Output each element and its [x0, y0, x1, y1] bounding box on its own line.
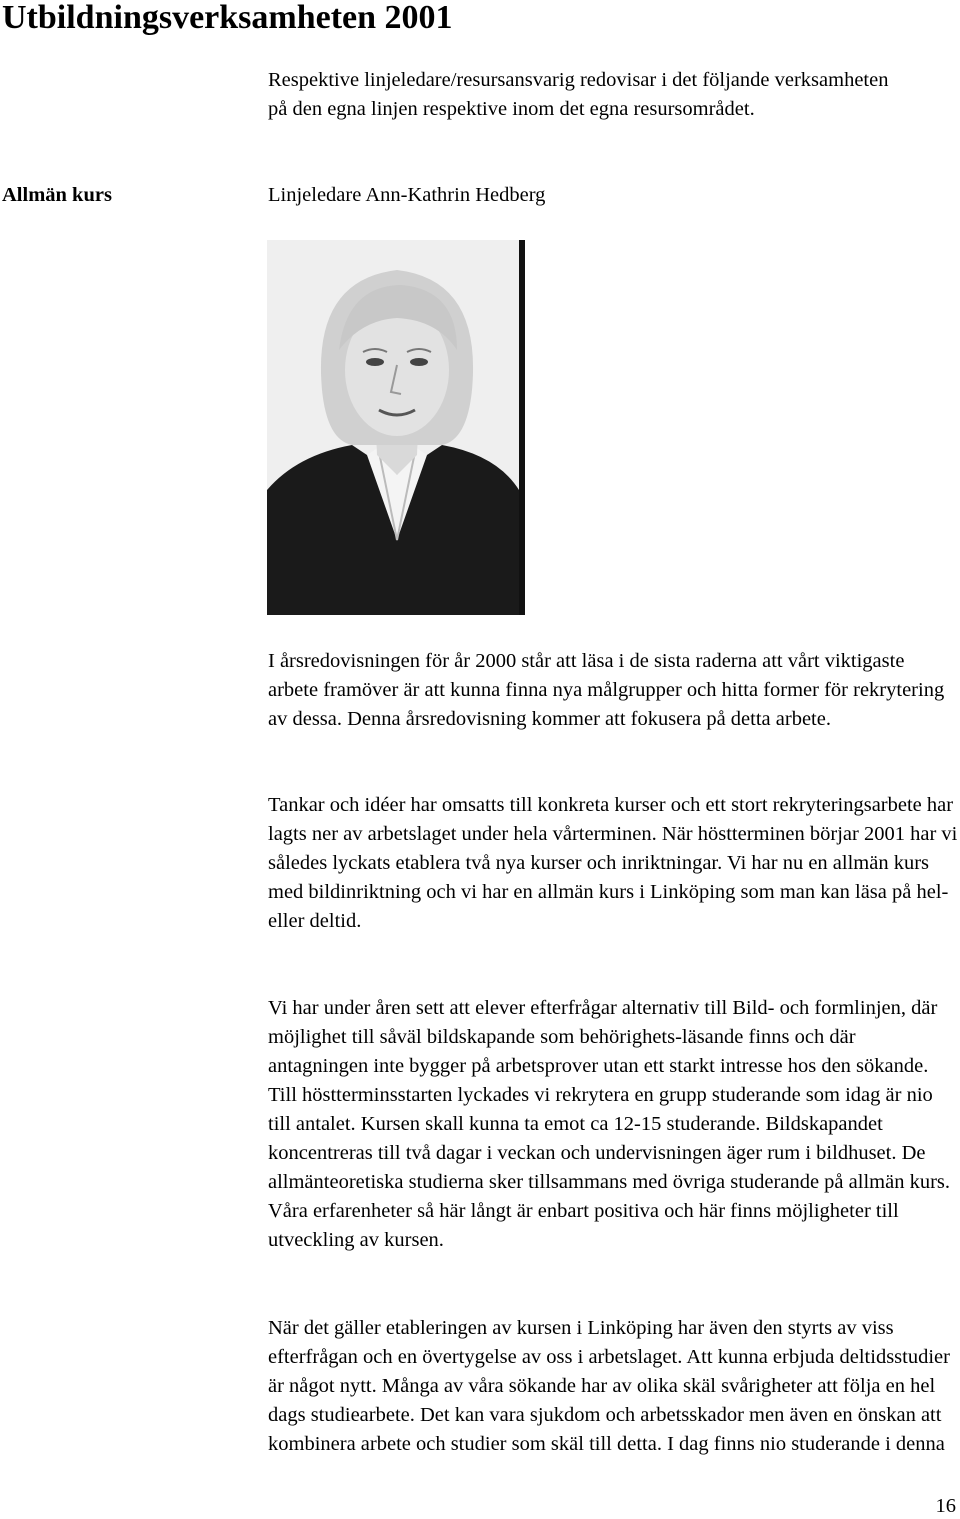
portrait-icon: [267, 240, 525, 615]
page-title: Utbildningsverksamheten 2001: [2, 0, 453, 36]
section-heading: Linjeledare Ann-Kathrin Hedberg: [268, 184, 546, 206]
section-label: Allmän kurs: [2, 184, 112, 206]
page-number: 16: [935, 1495, 956, 1517]
paragraph-2: Tankar och idéer har omsatts till konkreta kurser och ett stort rekryteringsarbete har lagts ner av arbetslaget under hela vårterminen. När höstterminen börjar 2001 har vi således lyckats etablera två nya kurser och inriktningar. Vi har nu en allmän kurs med bildinriktning och vi har en allmän kurs i Linköping som man kan läsa på hel- eller deltid.: [268, 794, 958, 932]
intro-text: Respektive linjeledare/resursansvarig redovisar i det följande verksamheten på den egna linjen respektive inom det egna resursområdet.: [268, 69, 889, 120]
portrait-photo: [267, 240, 525, 615]
paragraph-1: I årsredovisningen för år 2000 står att läsa i de sista raderna att vårt viktigaste arbete framöver är att kunna finna nya målgrupper och hitta former för rekrytering av dessa. Denna årsredovisning kommer att fokusera på detta arbete.: [268, 650, 945, 730]
paragraph-4: När det gäller etableringen av kursen i Linköping har även den styrts av viss efterfrågan och en övertygelse av oss i arbetslaget. Att kunna erbjuda deltidsstudier är något nytt. Många av våra sökande har av olika skäl svårigheter att följa en hel dags studiearbete. Det kan vara sjukdom och arbetsskador men även en önskan att kombinera arbete och studier som skäl till detta. I dag finns nio studerande i denna: [268, 1317, 950, 1455]
paragraph-3: Vi har under åren sett att elever efterfrågar alternativ till Bild- och formlinjen, där möjlighet till såväl bildskapande som behörighets-läsande finns och där antagningen inte bygger på arbetsprover utan ett starkt intresse hos den sökande. Till höstterminsstarten lyckades vi rekrytera en grupp studerande som idag är nio till antalet. Kursen skall kunna ta emot ca 12-15 studerande. Bildskapandet koncentreras till två dagar i veckan och undervisningen äger rum i bildhuset. De allmänteoretiska studierna sker tillsammans med övriga studerande på allmän kurs. Våra erfarenheter så här långt är enbart positiva och här finns möjligheter till utveckling av kursen.: [268, 997, 950, 1251]
